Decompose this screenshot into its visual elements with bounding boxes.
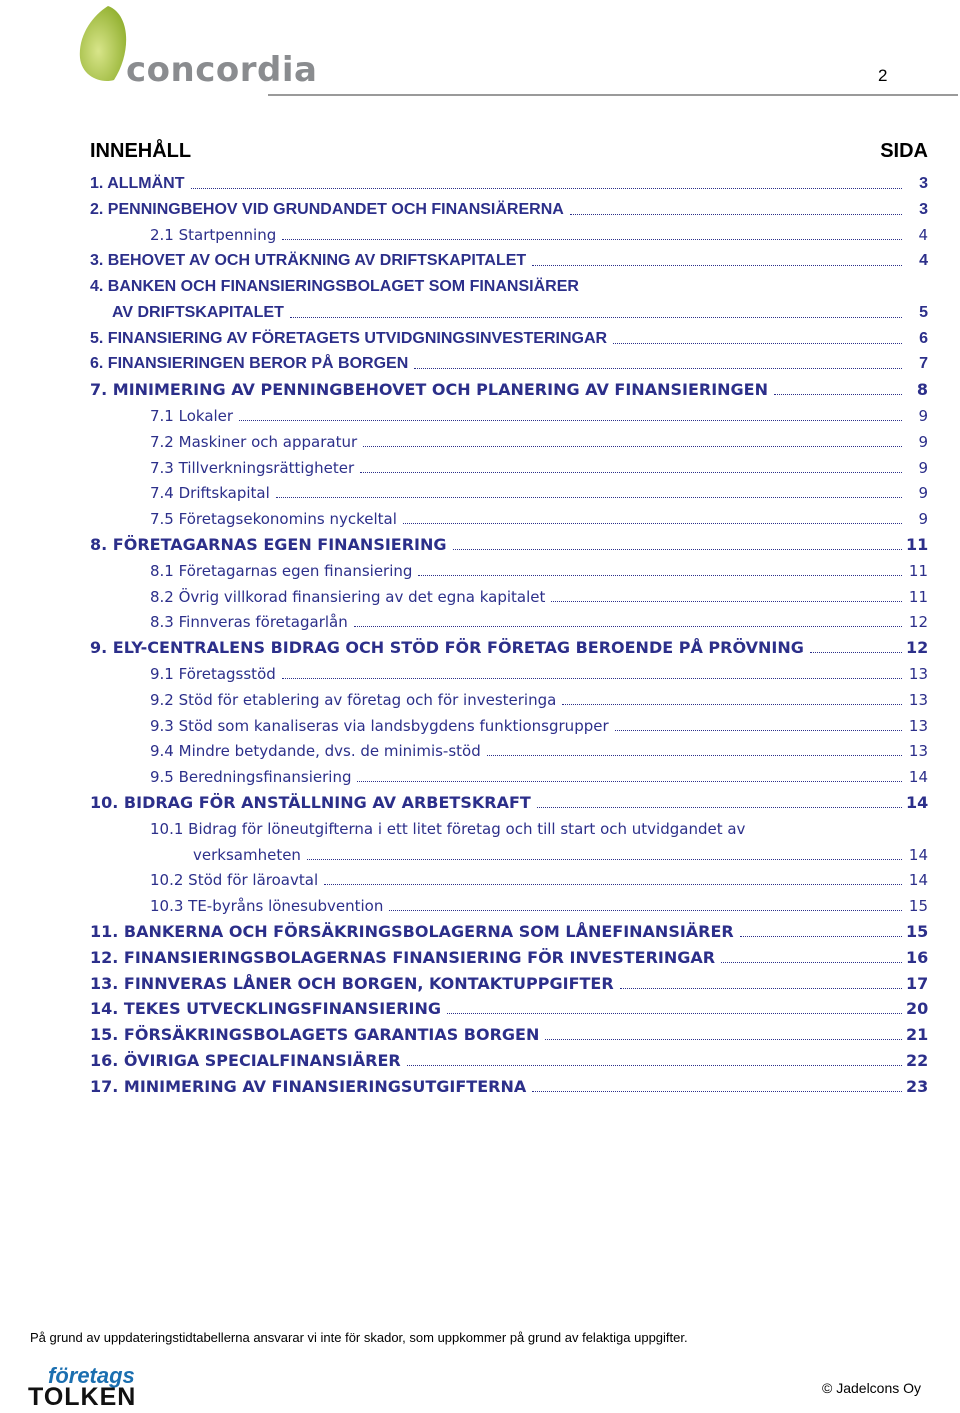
toc-entry[interactable]: 2. PENNINGBEHOV VID GRUNDANDET OCH FINANSIÄRERNA 3	[90, 200, 928, 218]
toc-entry[interactable]: 6. FINANSIERINGEN BEROR PÅ BORGEN 7	[90, 355, 928, 373]
toc-entry[interactable]: 10. BIDRAG FÖR ANSTÄLLNING AV ARBETSKRAFT 14	[90, 792, 929, 812]
toc-entry[interactable]: 8. FÖRETAGARNAS EGEN FINANSIERING 11	[90, 534, 929, 554]
toc-subentry[interactable]: 8.1 Företagarnas egen finansiering 11	[150, 561, 928, 580]
toc-subentry[interactable]: 7.3 Tillverkningsrättigheter 9	[150, 458, 928, 477]
concordia-logo	[70, 0, 318, 95]
page-number: 2	[878, 66, 888, 85]
brand-line1: företags	[48, 1363, 135, 1388]
toc-entry[interactable]: 11. BANKERNA OCH FÖRSÄKRINGSBOLAGERNA SOM LÅNEFINANSIÄRER 15	[90, 921, 929, 941]
toc-entry[interactable]: 1. ALLMÄNT 3	[90, 174, 928, 192]
toc-subentry[interactable]: 9.2 Stöd för etablering av företag och för investeringa 13	[150, 690, 928, 709]
toc-subentry[interactable]: 9.1 Företagsstöd 13	[150, 664, 928, 683]
toc-subentry[interactable]: 10.1 Bidrag för löneutgifterna i ett litet företag och till start och utvidgandet av	[150, 819, 746, 838]
toc-subentry[interactable]: 7.5 Företagsekonomins nyckeltal 9	[150, 510, 928, 529]
toc-entry-continuation[interactable]: AV DRIFTSKAPITALET 5	[112, 303, 928, 321]
toc-entry[interactable]: 14. TEKES UTVECKLINGSFINANSIERING 20	[90, 999, 929, 1019]
toc-subentry[interactable]: 10.2 Stöd för läroavtal 14	[150, 871, 928, 890]
logo-text: concordia	[126, 50, 318, 90]
toc-entry[interactable]: 4. BANKEN OCH FINANSIERINGSBOLAGET SOM FINANSIÄRER	[90, 277, 579, 295]
toc-header	[90, 140, 928, 168]
toc-entry[interactable]: 16. ÖVIRIGA SPECIALFINANSIÄRER 22	[90, 1050, 929, 1070]
toc-entry[interactable]: 7. MINIMERING AV PENNINGBEHOVET OCH PLANERING AV FINANSIERINGEN 8	[90, 380, 928, 400]
copyright-text: © Jadelcons Oy	[822, 1380, 922, 1396]
disclaimer-text: På grund av uppdateringstidtabellerna ansvarar vi inte för skador, som uppkommer på grund av felaktiga uppgifter.	[30, 1330, 688, 1345]
toc-subentry[interactable]: 10.3 TE-byråns lönesubvention 15	[150, 897, 928, 916]
toc-subentry[interactable]: 2.1 Startpenning 4	[150, 226, 928, 245]
toc-subentry[interactable]: 9.5 Beredningsfinansiering 14	[150, 768, 928, 787]
toc-subentry-continuation[interactable]: verksamheten 14	[193, 845, 928, 864]
toc-entry[interactable]: 12. FINANSIERINGSBOLAGERNAS FINANSIERING FÖR INVESTERINGAR 16	[90, 947, 929, 967]
toc-subentry[interactable]: 9.4 Mindre betydande, dvs. de minimis-stöd 13	[150, 742, 928, 761]
toc-heading: INNEHÅLL	[90, 140, 192, 162]
toc-entry[interactable]: 17. MINIMERING AV FINANSIERINGSUTGIFTERNA 23	[90, 1076, 929, 1096]
toc-subentry[interactable]: 8.3 Finnveras företagarlån 12	[150, 613, 928, 632]
toc-entry[interactable]: 3. BEHOVET AV OCH UTRÄKNING AV DRIFTSKAPITALET 4	[90, 252, 928, 270]
toc-entry[interactable]: 5. FINANSIERING AV FÖRETAGETS UTVIDGNINGSINVESTERINGAR 6	[90, 329, 928, 347]
toc-subentry[interactable]: 8.2 Övrig villkorad finansiering av det egna kapitalet 11	[150, 587, 928, 606]
table-of-contents	[90, 140, 928, 1097]
toc-subentry[interactable]: 9.3 Stöd som kanaliseras via landsbygdens funktionsgrupper 13	[150, 716, 928, 735]
toc-entry[interactable]: 15. FÖRSÄKRINGSBOLAGETS GARANTIAS BORGEN 21	[90, 1025, 929, 1045]
toc-subentry[interactable]: 7.2 Maskiner och apparatur 9	[150, 432, 928, 451]
toc-subentry[interactable]: 7.1 Lokaler 9	[150, 406, 928, 425]
toc-entry[interactable]: 9. ELY-CENTRALENS BIDRAG OCH STÖD FÖR FÖRETAG BEROENDE PÅ PRÖVNING 12	[90, 638, 929, 658]
toc-subentry[interactable]: 7.4 Driftskapital 9	[150, 484, 928, 503]
toc-entry[interactable]: 13. FINNVERAS LÅNER OCH BORGEN, KONTAKTUPPGIFTER 17	[90, 973, 929, 993]
toc-page-column-heading: SIDA	[880, 140, 928, 162]
brand-line2: TOLKEN	[28, 1383, 137, 1411]
header-divider	[268, 94, 958, 96]
